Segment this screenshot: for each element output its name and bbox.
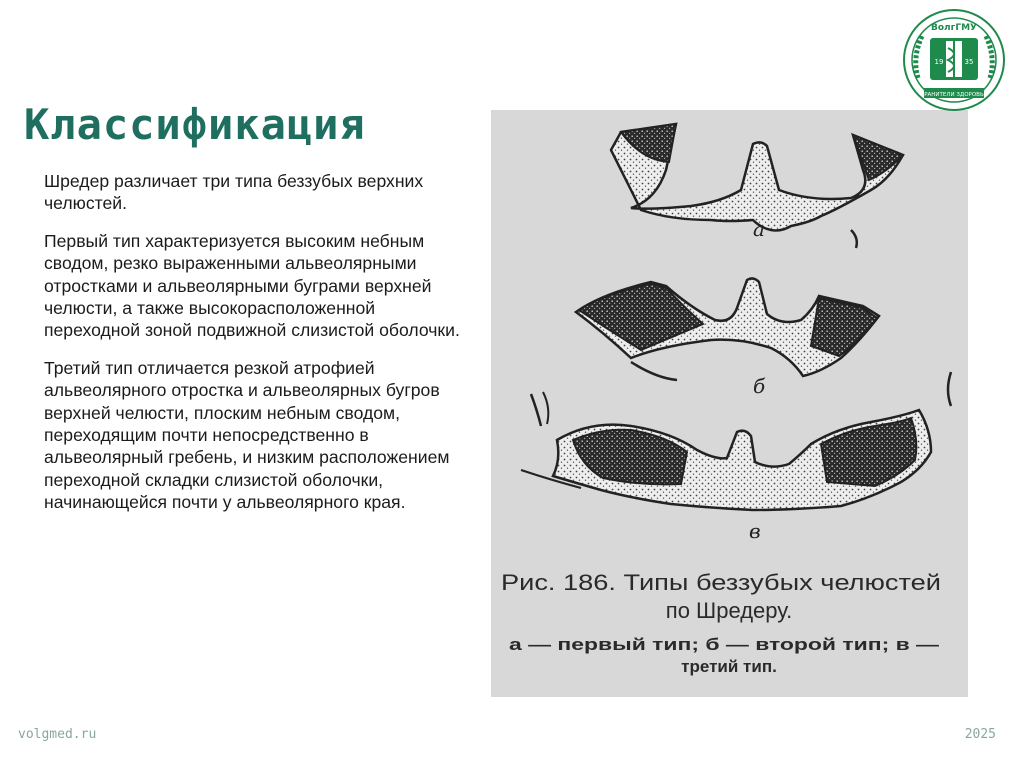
- logo-name: ВолгГМУ: [931, 23, 977, 33]
- footer-site: volgmed.ru: [18, 727, 97, 742]
- logo-year-right: 35: [964, 58, 974, 66]
- label-a: а: [753, 217, 765, 241]
- jaw-diagram-b: [576, 278, 879, 380]
- jaw-types-figure: [491, 110, 968, 697]
- logo-ribbon: ХРАНИТЕЛИ ЗДОРОВЬЯ: [920, 92, 988, 98]
- figure-legend-line1: а — первый тип; б — второй тип; в —: [509, 635, 939, 654]
- footer-year: 2025: [964, 727, 996, 742]
- figure-caption-line2: по Шредеру.: [665, 598, 793, 623]
- slide-body: [44, 170, 474, 529]
- logo-year-left: 19: [934, 58, 944, 66]
- university-logo: [902, 8, 1006, 112]
- figure-legend-line2: третий тип.: [681, 657, 777, 676]
- figure-caption-line1: Рис. 186. Типы беззубых челюстей: [501, 570, 941, 595]
- paragraph-type-3: Третий тип отличается резкой атрофией альвеолярного отростка и альвеолярных бугров верхней челюсти, плоским небным сводом, переходящим почти непосредственно в альвеолярный гребень, и низким расположением переходной складки слизистой оболочки, начинающейся почти у альвеолярного края.: [44, 357, 450, 513]
- jaw-diagram-c: [521, 372, 951, 510]
- paragraph-type-1: Первый тип характеризуется высоким небным сводом, резко выраженными альвеолярными отростками и альвеолярными буграми верхней челюсти, а также высокорасположенной переходной зоной подвижной слизистой оболочки.: [44, 230, 460, 341]
- slide-title: Классификация: [24, 100, 366, 149]
- paragraph-intro: Шредер различает три типа беззубых верхних челюстей.: [44, 171, 424, 214]
- label-b: б: [753, 374, 766, 398]
- label-c: в: [749, 519, 761, 543]
